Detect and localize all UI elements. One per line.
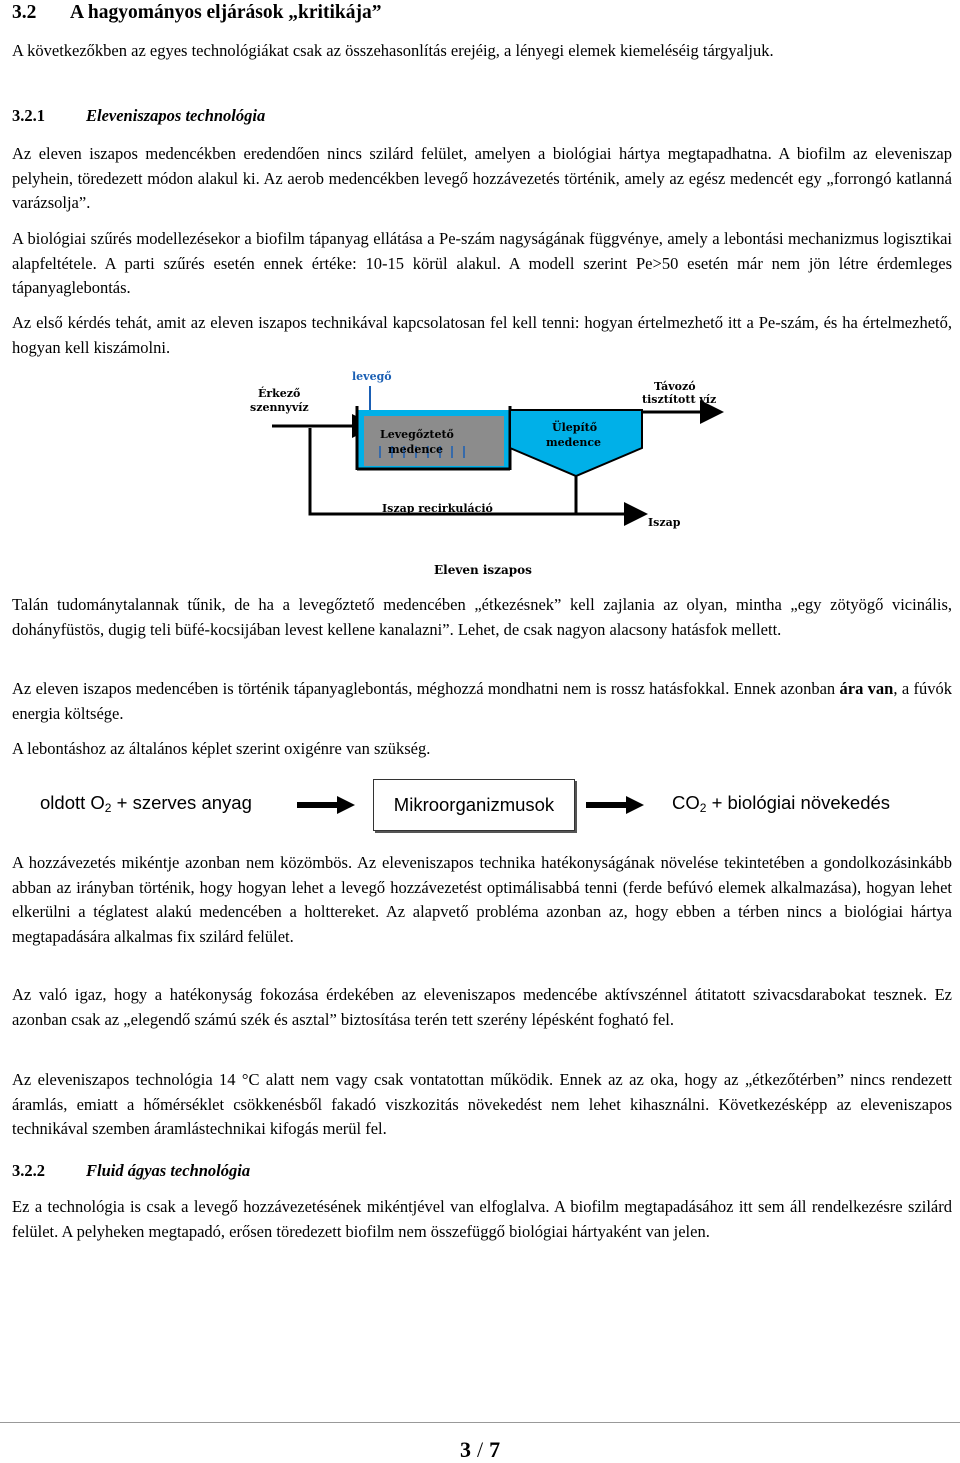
section-number: 3.2 — [12, 2, 37, 23]
subsection-title-1: Eleveniszapos technológia — [86, 106, 266, 125]
paragraph-3: Az első kérdés tehát, amit az eleven iszapos technikával kapcsolatosan fel kell tenni: hogyan értelmezhető itt a Pe-szám, és ha értelmezhető, hogyan kell kiszámolni. — [12, 313, 952, 357]
footer-divider — [0, 1422, 960, 1423]
subsection-heading-1 — [12, 106, 265, 126]
arrow-right-icon — [297, 795, 357, 815]
settling-label-1: Ülepítő — [552, 421, 598, 434]
subsection-title-2: Fluid ágyas technológia — [86, 1161, 251, 1180]
activated-sludge-diagram — [230, 366, 730, 581]
aeration-label-2: medence — [388, 443, 444, 456]
paragraph-5-start: Az eleven iszapos medencében is történik tápanyaglebontás, méghozzá mondhatni nem is rossz hatásfokkal. Ennek azonban — [12, 679, 840, 698]
paragraph-9: Az eleveniszapos technológia 14 °C alatt nem vagy csak vontatottan működik. Ennek az az oka, hogy az „étkezőtérben” nincs rendezett áramlás, emiatt a hőmérséklet csökkenésből fakadó viszkozitás növekedést nem lehet kihasználni. Következésképp az eleveniszapos technikával szemben áramlástechnikai kifogás merül fel. — [12, 1070, 952, 1138]
equation-right — [672, 792, 890, 815]
section-heading — [12, 2, 381, 24]
equation-left-post: + szerves anyag — [111, 792, 252, 813]
subsection-number-2: 3.2.2 — [12, 1161, 45, 1180]
settling-label-2: medence — [546, 436, 602, 449]
page-current: 3 — [459, 1437, 471, 1462]
equation-right-post: + biológiai növekedés — [706, 792, 891, 813]
equation-left — [40, 792, 252, 815]
intro-paragraph: A következőkben az egyes technológiákat csak az összehasonlítás erejéig, a lényegi elemek kiemeléséig tárgyaljuk. — [12, 41, 774, 60]
paragraph-2: A biológiai szűrés modellezésekor a biofilm tápanyag ellátása a Pe-szám nagyságának függvénye, amely a lebontási mechanizmus logisztikai alapfeltétele. A parti szűrés esetén ennek értéke: 10-15 körül alakul. A modell szerint Pe>50 esetén már nem jön létre érdemleges tápanyaglebontás. — [12, 229, 952, 297]
page-number: 3 / 7 — [459, 1437, 501, 1462]
inflow-label-2: szennyvíz — [250, 401, 309, 414]
paragraph-10: Ez a technológia is csak a levegő hozzávezetésének mikéntjével van elfoglalva. A biofilm megtapadásához itt sem áll rendelkezésre szilárd felület. A pelyheken megtapadó, erősen töredezett biofilm nem összefüggő biológiai hártyaként van jelen. — [12, 1197, 952, 1241]
paragraph-7: A hozzávezetés mikéntje azonban nem közömbös. Az eleveniszapos technika hatékonyságának növelése tekintetében a gondolkozásinkább abban az irányban történik, hogy hogyan lehet a levegő hozzávezetést optimálisabbá tenni (ferde befúvó elemek alkalmazása), hogyan lehet elkerülni a téglatest alakú medencében a holttereket. Az alapvető probléma azonban az, hogy ebben a térben nincs a biológiai hártya megtapadására alkalmas fix szilárd felület. — [12, 853, 952, 946]
paragraph-4: Talán tudománytalannak tűnik, de ha a levegőztető medencében „étkezésnek” kell zajlania az olyan, mintha „egy zötyögő vicinális, dohányfüstös, dugig teli büfé-kocsijában levest kellene kanalazni”. Lehet, de csak nagyon alacsony hatásfok mellett. — [12, 595, 952, 639]
equation-right-sub: 2 — [699, 801, 707, 815]
outflow-label-1: Távozó — [654, 380, 696, 393]
sludge-label: Iszap — [648, 516, 681, 529]
equation-left-sub: 2 — [104, 801, 112, 815]
aeration-label-1: Levegőztető — [380, 428, 454, 441]
diagram-caption: Eleven iszapos — [434, 563, 532, 577]
paragraph-6: A lebontáshoz az általános képlet szerint oxigénre van szükség. — [12, 739, 431, 758]
equation-middle: Mikroorganizmusok — [393, 794, 555, 815]
microorganism-box — [373, 779, 575, 831]
subsection-number-1: 3.2.1 — [12, 106, 45, 125]
arrow-right-icon — [586, 795, 646, 815]
recirculation-label: Iszap recirkuláció — [382, 502, 493, 515]
air-label: levegő — [352, 370, 392, 383]
page-total: 7 — [489, 1437, 501, 1462]
paragraph-5-end: , a fúvók energia költsége. — [12, 679, 952, 723]
outflow-label-2: tisztított víz — [642, 393, 717, 406]
subsection-heading-2 — [12, 1161, 250, 1181]
paragraph-5-bold: ára van — [839, 679, 894, 698]
section-title: A hagyományos eljárások „kritikája” — [70, 2, 382, 23]
equation-right-pre: CO — [672, 792, 700, 813]
paragraph-1: Az eleven iszapos medencékben eredendően nincs szilárd felület, amelyen a biológiai hártya megtapadhatna. A biofilm az eleveniszap pelyhein, töredezett módon alakul ki. Az aerob medencékben levegő hozzávezetés történik, amely az egész medencét egy „forrongó katlanná varázsolja”. — [12, 144, 952, 212]
paragraph-8: Az való igaz, hogy a hatékonyság fokozása érdekében az eleveniszapos medencébe aktívszénnel átitatott szivacsdarabokat tesznek. Ez azonban csak az „elegendő számú szék és asztal” biztosítása terén tett szerény lépésként fogható fel. — [12, 985, 952, 1029]
paragraph-5 — [12, 677, 952, 726]
inflow-label-1: Érkező — [258, 387, 301, 400]
equation-left-pre: oldott O — [40, 792, 105, 813]
